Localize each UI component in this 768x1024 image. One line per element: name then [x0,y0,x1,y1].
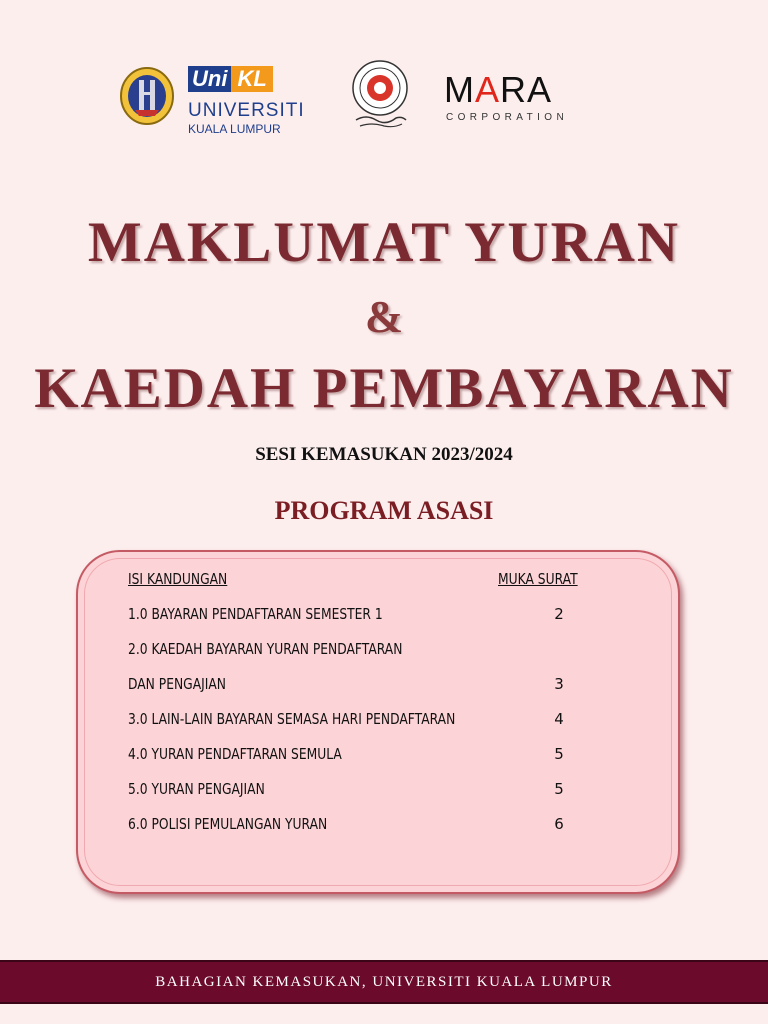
toc-item-label: 3.0 LAIN-LAIN BAYARAN SEMASA HARI PENDAFTARAN [128,710,456,728]
university-crest-logo [119,66,175,126]
toc-header-contents: ISI KANDUNGAN [128,570,228,588]
unikl-wordmark-line1: UNIVERSITI [188,100,305,121]
toc-item-label: 4.0 YURAN PENDAFTARAN SEMULA [128,745,342,763]
toc-item-page: 2 [554,605,564,623]
mara-wordmark: MARA [444,69,553,110]
unikl-badge-uni: Uni [188,66,231,92]
toc-item-label: 2.0 KAEDAH BAYARAN YURAN PENDAFTARAN [128,640,403,658]
main-title-line2: KAEDAH PEMBAYARAN [34,357,734,420]
main-title-line1: MAKLUMAT YURAN [87,211,681,274]
mara-corporation-text: CORPORATION [446,112,569,123]
logo-bar [0,56,768,136]
toc-item-page: 3 [554,675,564,693]
toc-item-page: 4 [554,710,564,728]
program-heading: PROGRAM ASASI [274,496,494,525]
footer-bar: BAHAGIAN KEMASUKAN, UNIVERSITI KUALA LUMPUR [0,960,768,1004]
unikl-wordmark-line2: KUALA LUMPUR [188,122,281,136]
mara-corporation-logo [444,70,594,126]
session-subtitle: SESI KEMASUKAN 2023/2024 [255,444,513,465]
toc-item-page: 5 [554,745,564,763]
mara-seal-logo [346,58,414,130]
unikl-badge-kl: KL [231,66,272,92]
toc-item-label: 6.0 POLISI PEMULANGAN YURAN [128,815,328,833]
title-ampersand: & [364,291,404,342]
toc-header-page: MUKA SURAT [498,570,578,588]
toc-item-page: 5 [554,780,564,798]
toc-item-label: DAN PENGAJIAN [128,675,226,693]
toc-item-label: 5.0 YURAN PENGAJIAN [128,780,265,798]
table-of-contents-box [76,550,680,894]
unikl-badge [188,66,273,92]
unikl-logo [184,62,305,136]
toc-item-label: 1.0 BAYARAN PENDAFTARAN SEMESTER 1 [128,605,383,623]
toc-item-page: 6 [554,815,564,833]
